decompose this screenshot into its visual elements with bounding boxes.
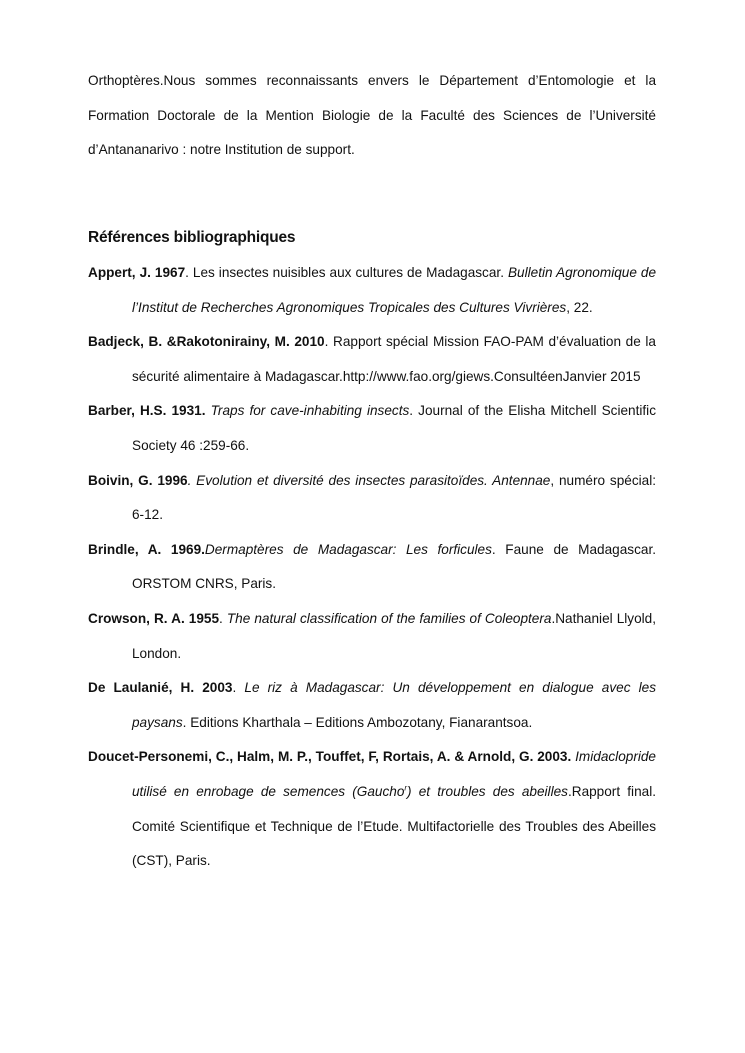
reference-title: Traps for cave-inhabiting insects [210, 403, 410, 419]
reference-author: Brindle, A. 1969. [88, 541, 205, 557]
reference-superscript: r [404, 783, 408, 793]
reference-author: Boivin, G. 1996 [88, 472, 188, 488]
reference-text: .Rapport final. Comité Scientifique et Technique de l’Etude. Multifactorielle des Troubles des Abeilles (CST), Paris. [132, 783, 656, 869]
reference-text: , numéro spécial: 6-12. [132, 472, 656, 523]
reference-text: . [232, 680, 245, 696]
reference-text: . [219, 610, 227, 626]
reference-item [88, 464, 656, 533]
reference-item [88, 602, 656, 671]
reference-text: . Editions Kharthala – Editions Ambozotany, Fianarantsoa. [182, 714, 533, 730]
reference-title: Dermaptères de Madagascar: Les forficules [204, 541, 492, 557]
reference-title: The natural classification of the families of Coleoptera [226, 610, 552, 626]
reference-author: De Laulanié, H. 2003 [88, 680, 233, 696]
references-heading: Références bibliographiques [88, 229, 296, 246]
reference-title: Le riz à Madagascar: Un développement en dialogue avec les paysans [132, 680, 656, 730]
reference-author: Doucet-Personemi, C., Halm, M. P., Touffet, F, Rortais, A. & Arnold, G. 2003. [88, 749, 572, 765]
reference-item [88, 256, 656, 325]
reference-item [88, 533, 656, 602]
reference-list [88, 256, 656, 879]
reference-author: Appert, J. 1967 [88, 265, 186, 280]
reference-text: . Journal of the Elisha Mitchell Scientific Society 46 :259-66. [132, 403, 656, 453]
reference-url: Madagascar.http://www.fao.org/giews.ConsultéenJanvier 2015 [264, 368, 641, 384]
reference-title: Imidaclopride utilisé en enrobage de semences (Gaucho [132, 749, 656, 799]
reference-author: Crowson, R. A. 1955 [88, 610, 220, 626]
reference-item [88, 394, 656, 463]
intro-paragraph: Orthoptères.Nous sommes reconnaissants envers le Département d’Entomologie et la Formation Doctorale de la Mention Biologie de la Faculté des Sciences de l’Université d’Antananarivo : notre Institution de support. [88, 73, 656, 157]
reference-title: ) et troubles des abeilles [407, 783, 568, 799]
reference-author: Barber, H.S. 1931. [88, 403, 206, 419]
reference-item [88, 740, 656, 878]
reference-text: . Les insectes nuisibles aux cultures de Madagascar. [185, 265, 508, 280]
reference-item [88, 325, 656, 394]
reference-item [88, 671, 656, 740]
reference-text: , 22. [566, 299, 593, 315]
reference-title: Bulletin Agronomique de l’Institut de Recherches Agronomiques Tropicales des Cultures Vivrières [132, 265, 657, 315]
reference-author: Badjeck, B. &Rakotonirainy, M. 2010 [88, 334, 325, 350]
reference-text: . Rapport spécial Mission FAO-PAM d’évaluation de la sécurité alimentaire à [132, 334, 656, 384]
reference-text: .Nathaniel Llyold, London. [132, 610, 656, 661]
reference-text: . Faune de Madagascar. ORSTOM CNRS, Paris. [132, 541, 656, 592]
reference-title: . Evolution et diversité des insectes parasitoïdes. Antennae [187, 472, 551, 488]
